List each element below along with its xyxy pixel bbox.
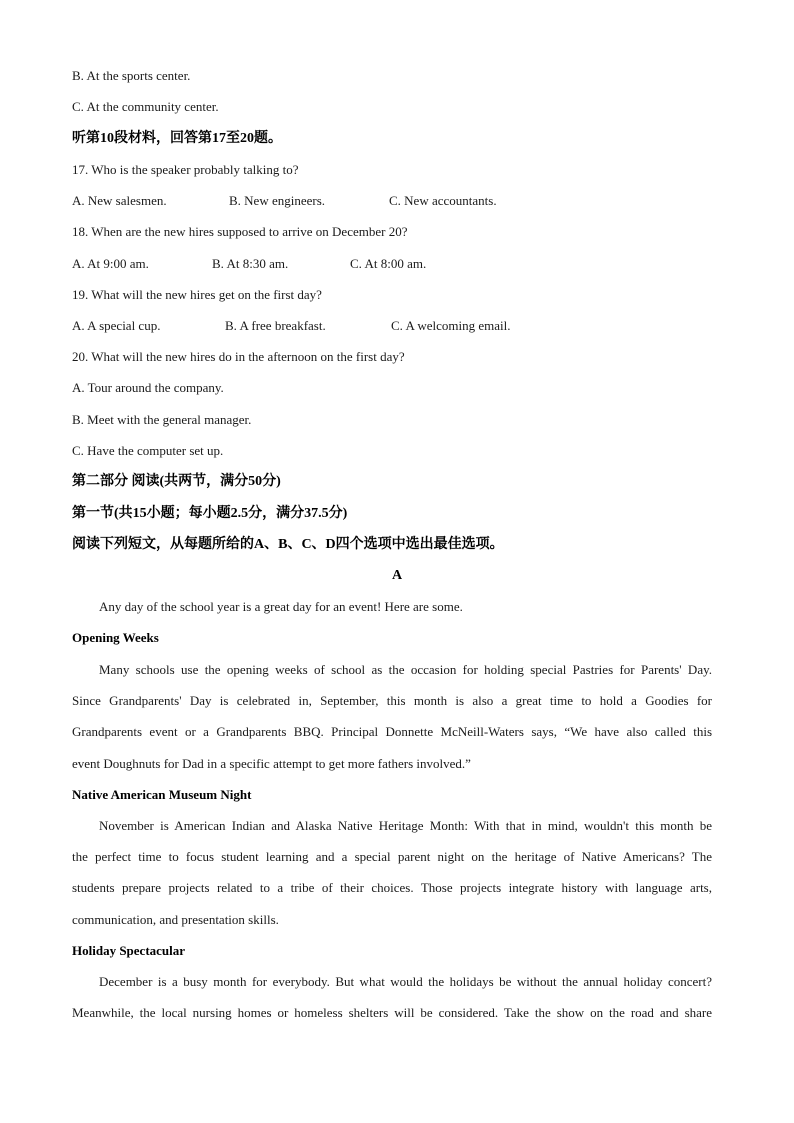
q18-option-c: C. At 8:00 am. [350,256,427,271]
paragraph-line: event Doughnuts for Dad in a specific attempt to get more fathers involved.” [72,756,471,771]
q19-stem: 19. What will the new hires get on the first day? [72,287,322,302]
heading-holiday-spectacular: Holiday Spectacular [72,943,186,958]
q20-option-b: B. Meet with the general manager. [72,412,252,427]
paragraph-line: Since Grandparents' Day is celebrated in, September, this month is also a great time to hold a Goodies for [72,693,712,708]
paragraph-line: Meanwhile, the local nursing homes or homeless shelters will be considered. Take the show on the road and share [72,1005,712,1020]
passage-letter: A [391,568,403,583]
q19-option-a: A. A special cup. [72,318,161,333]
q20-option-a: A. Tour around the company. [72,380,224,395]
q20-stem: 20. What will the new hires do in the afternoon on the first day? [72,349,405,364]
paragraph-line: December is a busy month for everybody. But what would the holidays be without the annual holiday concert? [99,974,712,989]
part2-section1: 第一节(共15小题；每小题2.5分，满分37.5分) [72,506,348,521]
q18-option-b: B. At 8:30 am. [212,256,289,271]
q16-option-c: C. At the community center. [72,99,219,114]
paragraph-line: November is American Indian and Alaska Native Heritage Month: With that in mind, wouldn't this month be [99,818,712,833]
q19-option-b: B. A free breakfast. [225,318,326,333]
paragraph-line: Grandparents event or a Grandparents BBQ. Principal Donnette McNeill-Waters says, “We have also called this [72,724,712,739]
q17-option-a: A. New salesmen. [72,193,167,208]
paragraph-line: students prepare projects related to a tribe of their choices. Those projects integrate history with language arts, [72,880,712,895]
passage-intro: Any day of the school year is a great day for an event! Here are some. [99,599,463,614]
q19-option-c: C. A welcoming email. [391,318,511,333]
q16-option-b: B. At the sports center. [72,68,191,83]
q20-option-c: C. Have the computer set up. [72,443,224,458]
paragraph-line: the perfect time to focus student learning and a special parent night on the heritage of Native Americans? The [72,849,712,864]
paragraph-line: communication, and presentation skills. [72,912,279,927]
q18-option-a: A. At 9:00 am. [72,256,149,271]
q17-option-c: C. New accountants. [389,193,497,208]
part2-instruction: 阅读下列短文，从每题所给的A、B、C、D四个选项中选出最佳选项。 [72,537,504,552]
q18-stem: 18. When are the new hires supposed to arrive on December 20? [72,224,408,239]
paragraph-line: Many schools use the opening weeks of school as the occasion for holding special Pastries for Parents' Day. [99,662,712,677]
heading-museum-night: Native American Museum Night [72,787,252,802]
q17-option-b: B. New engineers. [229,193,326,208]
part2-title: 第二部分 阅读(共两节，满分50分) [72,474,281,489]
q17-stem: 17. Who is the speaker probably talking to? [72,162,299,177]
section10-instruction: 听第10段材料，回答第17至20题。 [72,131,282,146]
heading-opening-weeks: Opening Weeks [72,630,159,645]
